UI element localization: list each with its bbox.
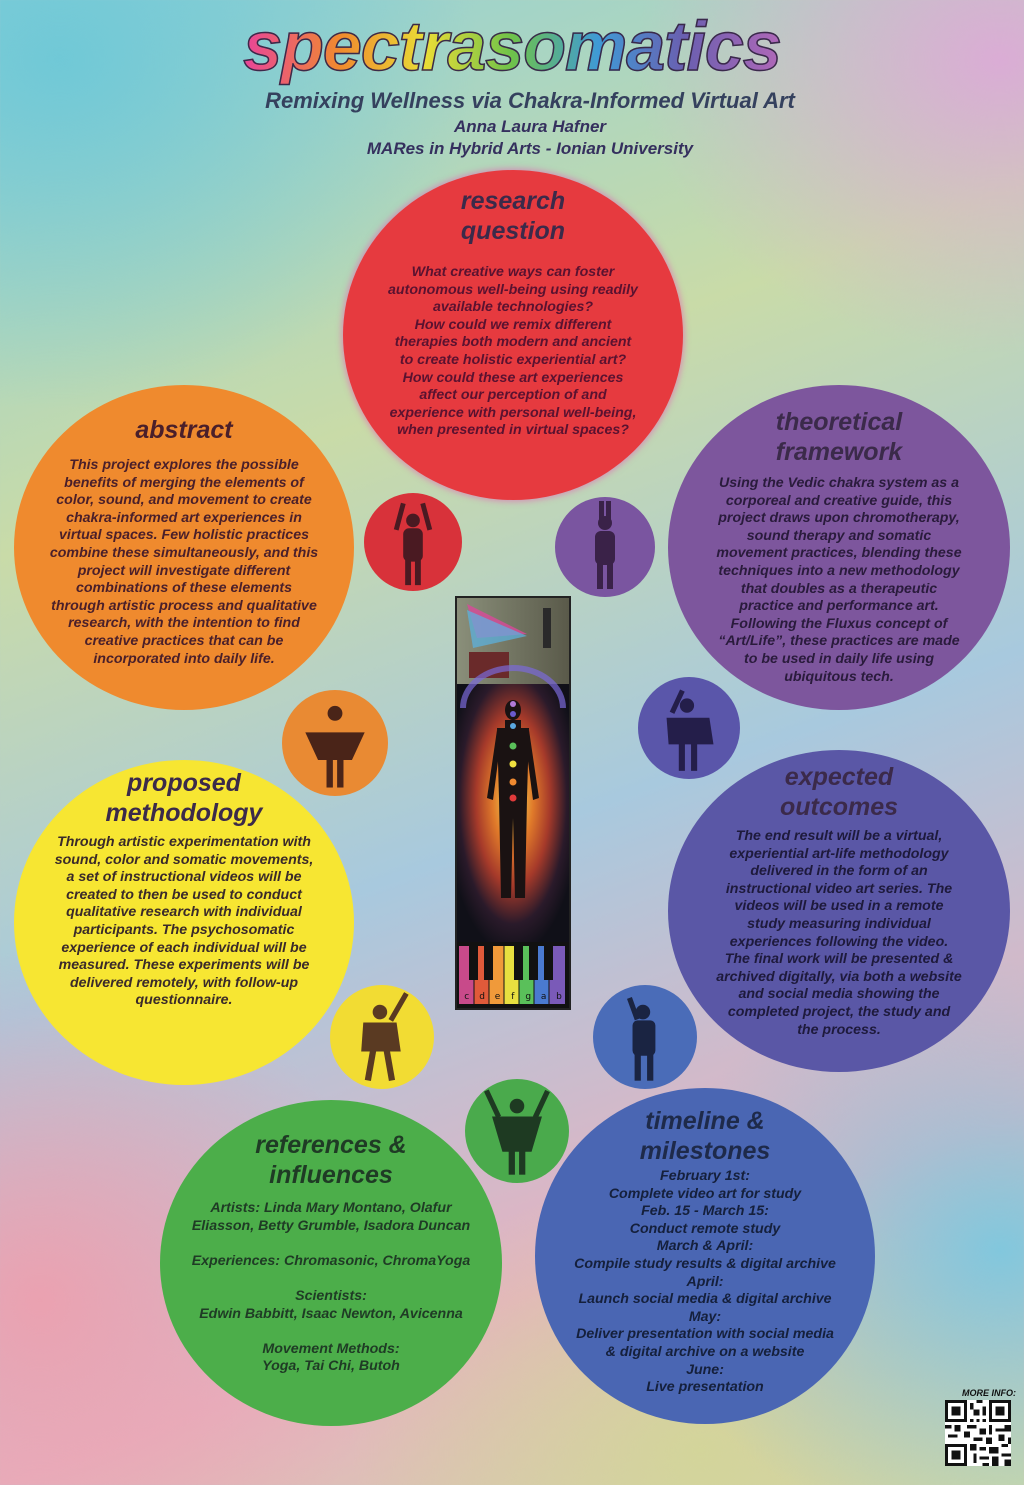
research-question-circle (343, 170, 683, 500)
red-dancer-image (364, 493, 462, 591)
references-text: Artists: Linda Mary Montano, Olafur Eliasson, Betty Grumble, Isadora Duncan Experiences: Chromasonic, ChromaYoga Scientists: Edwin Babbitt, Isaac Newton, Avicenna Movement Methods: Yoga, Tai Chi, Butoh (191, 1200, 471, 1375)
central-chakra-image (455, 596, 571, 1010)
references-heading: references & influences (255, 1131, 407, 1189)
theoretical-framework-heading: theoretical framework (775, 408, 903, 466)
note-a: a (540, 992, 547, 1002)
indigo-dancer-image (638, 677, 740, 779)
methodology-circle (14, 760, 354, 1085)
poster-title: spectrasomatics (243, 7, 781, 85)
poster-subtitle: Remixing Wellness via Chakra-Informed Virtual Art (265, 88, 795, 113)
note-g: g (525, 992, 532, 1002)
research-question-text: What creative ways can foster autonomous well-being using readily available technologies? How could we remix different therapies both modern and ancient to create holistic experiential art? How could these art experiences affect our perception of and experience with personal well-being, when presented in virtual spaces? (388, 264, 638, 439)
blue-dancer-image (593, 985, 697, 1089)
research-question-heading: research question (460, 187, 566, 245)
abstract-heading: abstract (135, 416, 233, 444)
timeline-circle (535, 1088, 875, 1424)
author-name: Anna Laura Hafner (453, 117, 607, 136)
methodology-heading: proposed methodology (105, 769, 263, 827)
green-dancer-image (465, 1079, 569, 1183)
qr-code[interactable] (945, 1400, 1011, 1466)
note-f: f (511, 992, 515, 1002)
note-b: b (556, 992, 562, 1002)
orange-dancer-image (282, 690, 388, 796)
affiliation: MARes in Hybrid Arts - Ionian University (366, 139, 694, 158)
timeline-heading: timeline & milestones (639, 1107, 771, 1165)
theoretical-framework-text: Using the Vedic chakra system as a corporeal and creative guide, this project draws upon chromotherapy, sound therapy and somatic movement practices, blending these techniques into a new methodology that doubles as a therapeutic practice and performance art. Following the Fluxus concept of “Art/Life”, these practices are made to be used in daily life using ubiquitous tech. (716, 475, 962, 685)
yellow-dancer-image (330, 985, 434, 1089)
expected-outcomes-heading: expected outcomes (779, 763, 899, 821)
chakra-illustration (457, 598, 569, 1008)
methodology-text: Through artistic experimentation with sound, color and somatic movements, a set of instructional videos will be created to then be used to conduct qualitative research with individual participants. The psychosomatic experience of each individual will be measured. These experiments will be delivered remotely, with follow-up questionnaire. (54, 834, 314, 1009)
timeline-text: February 1st: Complete video art for study Feb. 15 - March 15: Conduct remote study March & April: Compile study results & digital archive April: Launch social media & digital archive May: Deliver presentation with social media & digital archive on a website June: Live presentation (574, 1168, 836, 1396)
note-c: c (464, 992, 470, 1002)
abstract-circle (14, 385, 354, 710)
more-info-label: MORE INFO: (962, 1388, 1016, 1398)
references-circle (160, 1100, 502, 1426)
violet-dancer-image (555, 497, 655, 597)
theoretical-framework-circle (668, 385, 1010, 710)
note-e: e (494, 992, 501, 1002)
expected-outcomes-text: The end result will be a virtual, experiential art-life methodology delivered in the form of an instructional video art series. The videos will be used in a remote study measuring individual experiences following the video. The final work will be presented & archived digitally, via both a website and social media showing the completed project, the study and the process. (716, 828, 962, 1038)
expected-outcomes-circle (668, 750, 1010, 1072)
note-d: d (479, 992, 485, 1002)
abstract-text: This project explores the possible benefits of merging the elements of color, sound, and movement to create chakra-informed art experiences in virtual spaces. Few holistic practices combine these simultaneously, and this project will investigate different combinations of these elements through artistic process and qualitative research, with the intention to find creative practices that can be incorporated into daily life. (49, 457, 319, 667)
